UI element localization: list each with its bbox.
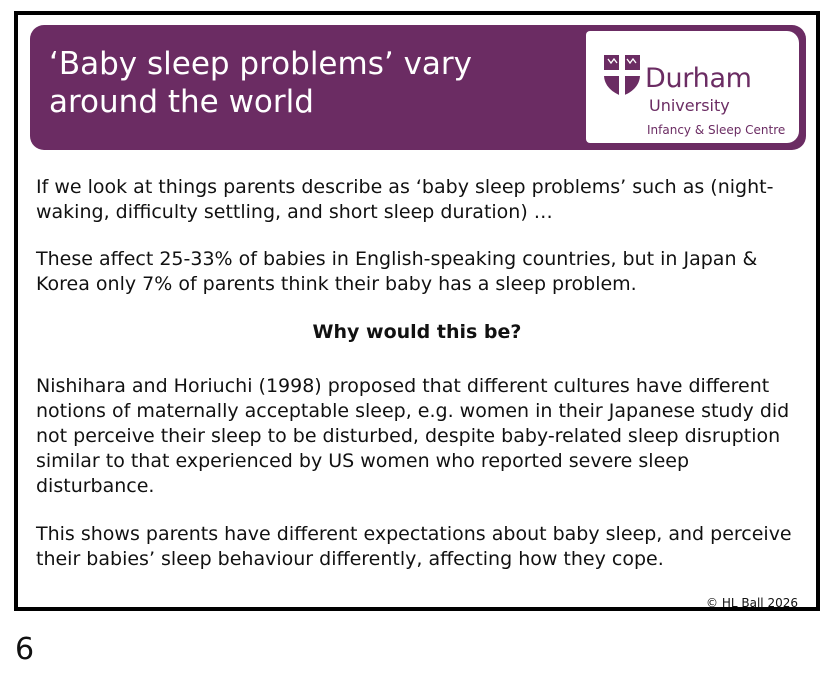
durham-logo [586,31,799,143]
paragraph-prevalence: These affect 25-33% of babies in English-speaking countries, but in Japan & Korea only 7% of parents think their baby has a sleep problem. [36,248,758,295]
slide-title-line-1: ‘Baby sleep problems’ vary [49,46,472,82]
copyright-notice: © HL Ball 2026 [706,596,798,610]
paragraph-sleep-problems: If we look at things parents describe as ‘baby sleep problems’ such as (night-waking, difficulty settling, and short sleep duration) … [36,176,774,223]
title-banner [30,25,806,150]
paragraph-conclusion: This shows parents have different expectations about baby sleep, and perceive their babies’ sleep behaviour differently, affecting how they cope. [36,523,792,570]
logo-subtitle-university: University [649,96,730,115]
page-number: 6 [15,632,35,667]
durham-shield-icon [602,53,642,97]
slide [14,11,820,611]
logo-name: Durham [645,63,752,94]
question-heading: Why would this be? [312,321,522,343]
logo-subtitle-centre: Infancy & Sleep Centre [647,123,786,137]
slide-title [49,45,549,121]
slide-title-line-2: around the world [49,84,314,120]
paragraph-nishihara-study: Nishihara and Horiuchi (1998) proposed that different cultures have different notions of maternally acceptable sleep, e.g. women in their Japanese study did not perceive their sleep to be disturbed, despite baby-related sleep disruption similar to that experienced by US women who reported severe sleep disturbance. [36,375,790,497]
